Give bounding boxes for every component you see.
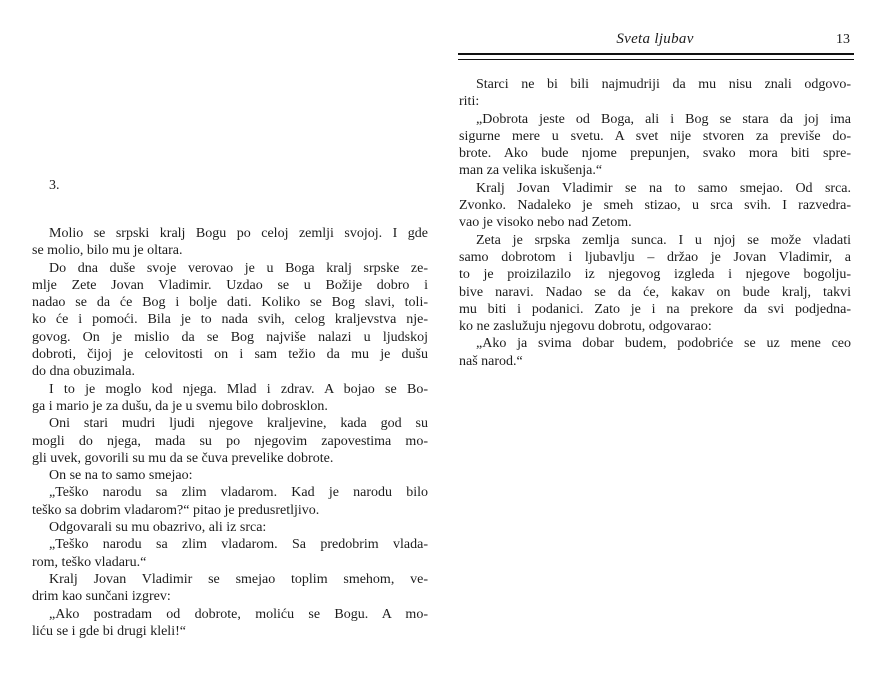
text-line: man za velika iskušenja.“ bbox=[459, 163, 603, 179]
paragraph bbox=[32, 484, 428, 519]
text-line: rom, teško vladaru.“ bbox=[32, 554, 147, 570]
paragraph bbox=[459, 111, 851, 180]
text-line: mu biti i podanici. Zato je i na prekore da svi podjedna- bbox=[459, 301, 851, 317]
paragraph bbox=[32, 519, 428, 536]
text-line: govog. On je mislio da se Bog najviše nalazi u ljudskoj bbox=[32, 329, 428, 345]
text-line: dobroti, čijoj je celovitosti on i sam težio da mu je dušu bbox=[32, 347, 428, 363]
right-page-paragraphs bbox=[459, 76, 851, 370]
text-line: Zeta je srpska zemlja sunca. I u njoj se može vladati bbox=[476, 232, 851, 248]
text-line: I to je moglo kod njega. Mlad i zdrav. A bojao se Bo- bbox=[49, 381, 428, 397]
text-line: On se na to samo smejao: bbox=[49, 468, 193, 484]
text-line: mogli do njega, mada su po njegovim zapovestima mo- bbox=[32, 433, 428, 449]
page-header bbox=[458, 30, 852, 49]
text-line: bive naravi. Nadao se da će, kakav on bude kralj, takvi bbox=[459, 284, 851, 300]
section-number: 3. bbox=[49, 178, 60, 193]
text-line: Zvonko. Nadaleko je smeh stizao, u srca svih. I razvedra- bbox=[459, 198, 851, 214]
text-line: „Ako ja svima dobar budem, podobriće se uz mene ceo bbox=[476, 336, 851, 352]
text-line: ga i mario je za dušu, da je u svemu bilo dobrosklon. bbox=[32, 398, 328, 414]
text-line: „Ako postradam od dobrote, moliću se Bogu. A mo- bbox=[49, 606, 428, 622]
left-page-paragraphs bbox=[32, 225, 428, 640]
running-title: Sveta ljubav bbox=[616, 31, 694, 47]
text-line: Starci ne bi bili najmudriji da mu nisu znali odgovo- bbox=[476, 77, 851, 92]
paragraph bbox=[32, 381, 428, 416]
header-rule bbox=[458, 53, 854, 60]
text-line: teško sa dobrim vladarom?“ pitao je predusretljivo. bbox=[32, 502, 320, 518]
text-line: Oni stari mudri ljudi njegove kraljevine, kada god su bbox=[49, 416, 428, 432]
text-line: Kralj Jovan Vladimir se smejao toplim smehom, ve- bbox=[49, 571, 428, 587]
page-number: 13 bbox=[836, 32, 850, 47]
paragraph bbox=[459, 76, 851, 111]
text-line: Do dna duše svoje verovao je u Boga kralj srpske ze- bbox=[49, 260, 428, 276]
text-line: Molio se srpski kralj Bogu po celoj zemlji svojoj. I gde bbox=[49, 226, 428, 241]
text-line: sigurne mere u svetu. A svet nije stvoren za previše do- bbox=[459, 128, 851, 144]
text-line: Odgovarali su mu obazrivo, ali iz srca: bbox=[49, 520, 267, 536]
text-line: „Teško narodu sa zlim vladarom. Sa predobrim vlada- bbox=[49, 537, 428, 553]
text-line: do dna obuzimala. bbox=[32, 364, 136, 380]
text-line: to je proizilazilo iz njegovog izgleda i njegove bogolju- bbox=[459, 267, 851, 283]
text-line: liću se i gde bi drugi kleli!“ bbox=[32, 623, 186, 639]
text-line: mlje Zete Jovan Vladimir. Uzdao se u Božije dobro i bbox=[32, 277, 428, 293]
text-line: „Dobrota jeste od Boga, ali i Bog se stara da joj ima bbox=[476, 111, 851, 127]
text-line: ko će i pomoći. Bila je to nada svih, celog kraljevstva nje- bbox=[32, 312, 428, 328]
paragraph bbox=[459, 180, 851, 232]
text-line: vao je visoko nebo nad Zetom. bbox=[459, 215, 632, 231]
paragraph bbox=[32, 225, 428, 260]
right-page-text bbox=[459, 76, 851, 370]
text-line: brote. Ako bude njome prepunjen, svako mora biti spre- bbox=[459, 146, 851, 162]
paragraph bbox=[32, 536, 428, 571]
paragraph bbox=[459, 335, 851, 370]
paragraph bbox=[459, 232, 851, 336]
paragraph bbox=[32, 260, 428, 381]
text-line: nadao se da će Bog i bolje dati. Koliko se Bog slavi, toli- bbox=[32, 295, 428, 311]
text-line: samo dobrotom i ljubavlju – držao je Jovan Vladimir, a bbox=[459, 249, 851, 265]
text-line: riti: bbox=[459, 94, 480, 110]
text-line: naš narod.“ bbox=[459, 353, 523, 369]
text-line: gli uvek, govorili su mu da se čuva prevelike dobrote. bbox=[32, 450, 334, 466]
text-line: se molio, bilo mu je oltara. bbox=[32, 243, 183, 259]
paragraph bbox=[32, 415, 428, 467]
left-page-text bbox=[32, 177, 428, 640]
paragraph bbox=[32, 606, 428, 641]
paragraph bbox=[32, 571, 428, 606]
text-line: „Teško narodu sa zlim vladarom. Kad je narodu bilo bbox=[49, 485, 428, 501]
paragraph bbox=[32, 467, 428, 484]
text-line: ko ne zaslužuju njegovu dobrotu, odgovarao: bbox=[459, 319, 712, 335]
text-line: drim kao sunčani izgrev: bbox=[32, 589, 171, 605]
text-line: Kralj Jovan Vladimir se na to samo smejao. Od srca. bbox=[476, 180, 851, 196]
